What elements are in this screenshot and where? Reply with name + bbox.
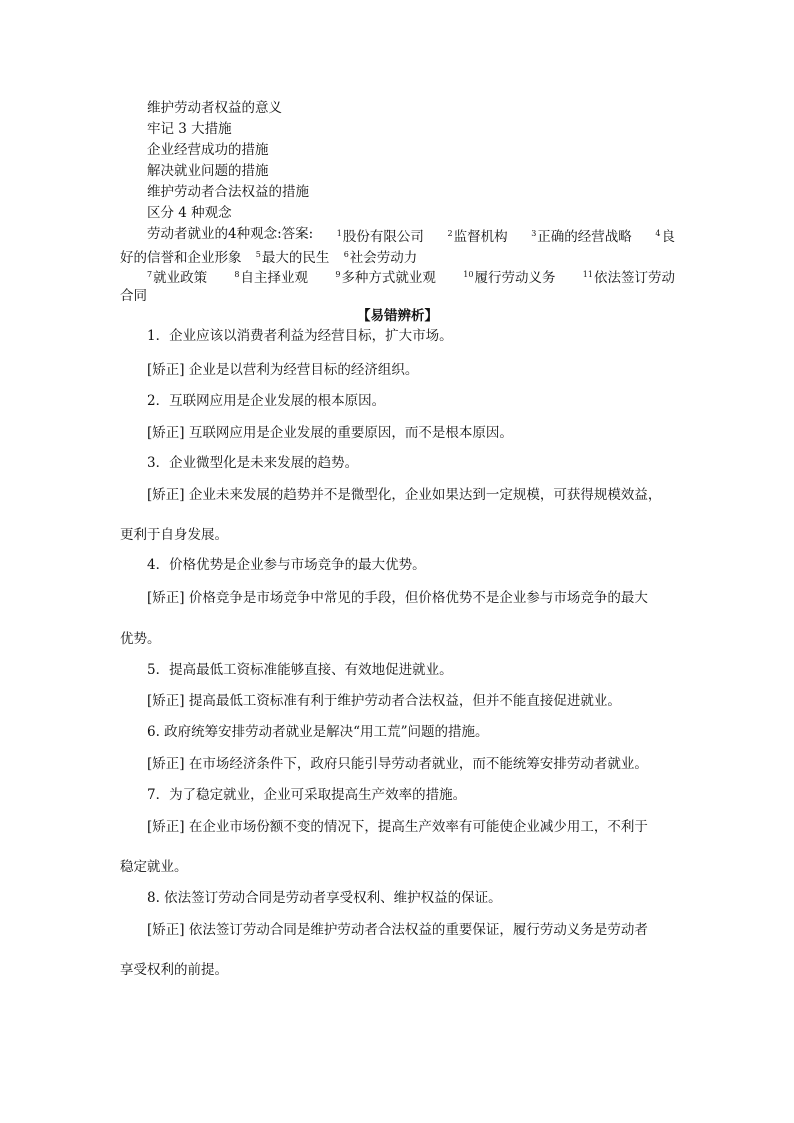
outline-line-2: 牢记 3 大措施 [147,121,232,137]
answer-marker: 6 [343,250,349,259]
answers-intro: 劳动者就业的4种观念:答案: [147,226,314,242]
answer-marker: 2 [447,229,453,238]
answer-item: $^1$股份有限公司 [336,229,424,245]
answer-marker: 3 [531,229,537,238]
answer-marker: 8 [234,270,240,279]
correction-1: [矫正] 企业是以营利为经营目标的经济组织。 [147,362,419,378]
outline-line-6: 区分 4 种观念 [147,205,232,221]
answer-marker: 9 [335,270,341,279]
outline-line-4: 解决就业问题的措施 [147,163,269,179]
answer-marker: 1 [336,229,342,238]
error-statement-2: 2．互联网应用是企业发展的根本原因。 [147,393,386,409]
answer-marker: 4 [655,229,661,238]
answers-line-1 [147,225,675,246]
answer-item: $^2$监督机构 [447,229,508,245]
correction-8: [矫正] 依法签订劳动合同是维护劳动者合法权益的重要保证，履行劳动义务是劳动者 [147,922,648,938]
error-statement-6: 6. 政府统筹安排劳动者就业是解决“用工荒”问题的措施。 [147,724,489,740]
correction-3: [矫正] 企业未来发展的趋势并不是微型化，企业如果达到一定规模，可获得规模效益， [147,487,662,503]
answer-marker: 11 [582,270,593,279]
outline-line-3: 企业经营成功的措施 [147,142,269,158]
correction-8-cont: 享受权利的前提。 [120,962,228,978]
error-statement-3: 3．企业微型化是未来发展的趋势。 [147,455,359,471]
error-statement-1: 1．企业应该以消费者利益为经营目标，扩大市场。 [147,328,453,344]
error-statement-4: 4．价格优势是企业参与市场竞争的最大优势。 [147,557,426,573]
correction-7: [矫正] 在企业市场份额不变的情况下，提高生产效率有可能使企业减少用工，不利于 [147,819,648,835]
answer-marker: 7 [147,270,153,279]
correction-2: [矫正] 互联网应用是企业发展的重要原因，而不是根本原因。 [147,425,513,441]
error-statement-5: 5．提高最低工资标准能够直接、有效地促进就业。 [147,662,453,678]
correction-4: [矫正] 价格竞争是市场竞争中常见的手段，但价格优势不是企业参与市场竞争的最大 [147,590,648,606]
correction-4-cont: 优势。 [120,631,161,647]
answer-marker: 10 [463,270,474,279]
correction-3-cont: 更利于自身发展。 [120,527,228,543]
answer-item: $^4$良 [655,229,675,245]
outline-line-1: 维护劳动者权益的意义 [147,100,282,116]
correction-6: [矫正] 在市场经济条件下，政府只能引导劳动者就业，而不能统筹安排劳动者就业。 [147,756,648,772]
answers-line-4: 合同 [120,288,147,304]
answers-line-3: $^7$就业政策 $^8$自主择业观 $^9$多种方式就业观 $^{10}$履行劳动义务 $^{11}$依法签订劳动 [147,270,675,286]
outline-line-5: 维护劳动者合法权益的措施 [147,184,309,200]
answer-item: $^3$正确的经营战略 [531,229,632,245]
correction-5: [矫正] 提高最低工资标准有利于维护劳动者合法权益，但并不能直接促进就业。 [147,693,621,709]
answers-line-2: 好的信誉和企业形象 $^5$最大的民生 $^6$社会劳动力 [120,250,418,266]
error-statement-7: 7．为了稳定就业，企业可采取提高生产效率的措施。 [147,787,467,803]
correction-7-cont: 稳定就业。 [120,859,188,875]
answer-marker: 5 [255,250,261,259]
error-statement-8: 8. 依法签订劳动合同是劳动者享受权利、维护权益的保证。 [147,890,502,906]
section-title: 【易错辨析】 [357,308,438,324]
